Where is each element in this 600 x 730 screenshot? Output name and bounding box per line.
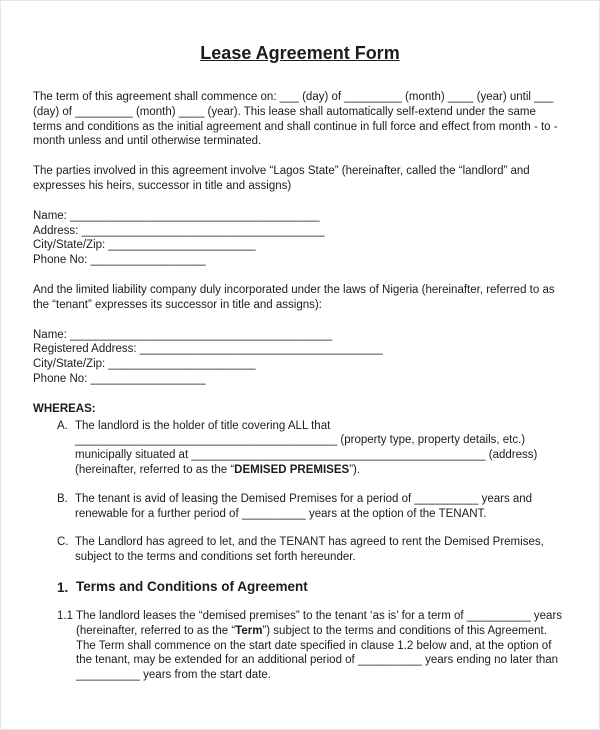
landlord-address-label: Address: xyxy=(33,224,79,237)
landlord-city-blank: _______________________ xyxy=(108,239,256,252)
whereas-item-b-body: The tenant is avid of leasing the Demised Premises for a period of __________ years and renewable for a further period of __________ years at the option of the TENANT. xyxy=(75,492,533,520)
clause-1-1 xyxy=(57,609,567,683)
whereas-list xyxy=(33,419,567,683)
item-a-line-4 xyxy=(75,463,567,478)
tenant-details-block xyxy=(33,328,567,387)
landlord-city-row xyxy=(33,238,567,253)
landlord-city-label: City/State/Zip: xyxy=(33,239,106,252)
tenant-phone-label: Phone No: xyxy=(33,372,88,385)
term-keyword: Term xyxy=(235,624,263,637)
clause-1-1-marker: 1.1 xyxy=(57,609,73,622)
landlord-address-blank: ______________________________________ xyxy=(81,224,325,237)
item-a-line-1: The landlord is the holder of title covering ALL that xyxy=(75,419,331,432)
landlord-address-row xyxy=(33,224,567,239)
tenant-name-blank: _________________________________________ xyxy=(70,328,333,341)
item-a-line-4-pre: (hereinafter, referred to as the “ xyxy=(75,463,235,476)
parties-paragraph: The parties involved in this agreement involve “Lagos State” (hereinafter, called the “landlord” and expresses his heirs, successor in title and assigns) xyxy=(33,165,530,192)
section-1-title: Terms and Conditions of Agreement xyxy=(76,578,308,594)
clause-1-1-text-pre: The landlord leases the “demised premises” to the tenant ‘as is’ for a term of __________ years (hereinafter, referred to as the “ xyxy=(76,609,563,637)
whereas-item-b-marker: B. xyxy=(57,492,68,505)
tenant-city-blank: _______________________ xyxy=(108,358,256,371)
tenant-paragraph: And the limited liability company duly incorporated under the laws of Nigeria (hereinafter, referred to as the “tenant” expresses its successor in title and assigns): xyxy=(33,283,555,311)
item-a-line-3: municipally situated at ______________________________________________ (address) xyxy=(75,449,538,462)
whereas-heading: WHEREAS: xyxy=(33,402,96,415)
tenant-registered-address-row xyxy=(33,342,567,357)
landlord-name-label: Name: xyxy=(33,209,67,222)
tenant-phone-row xyxy=(33,372,567,387)
whereas-item-c xyxy=(57,535,567,565)
tenant-registered-address-label: Registered Address: xyxy=(33,343,137,356)
tenant-registered-address-blank: ______________________________________ xyxy=(139,343,383,356)
landlord-name-blank: _______________________________________ xyxy=(70,209,320,222)
clause-1-1-text-post: ”) subject to the terms and conditions of this Agreement. The Term shall commence on the start date specified in clause 1.2 below and, at the option of the tenant, may be extended for an additional period of __________ years ending no later than __________ years from the start date. xyxy=(76,624,559,682)
term-paragraph: The term of this agreement shall commence on: ___ (day) of _________ (month) ____ (year) until ___ (day) of _________ (month) ____ (year). This lease shall automatically self-extend under the same terms and conditions as the initial agreement and shall continue in full force and effect from month - to - month unless and until otherwise terminated. xyxy=(33,91,558,148)
tenant-name-row xyxy=(33,328,567,343)
landlord-name-row xyxy=(33,209,567,224)
landlord-phone-row xyxy=(33,253,567,268)
tenant-city-row xyxy=(33,357,567,372)
item-a-line-2: _________________________________________ (property type, property details, etc.) xyxy=(75,434,526,447)
landlord-phone-label: Phone No: xyxy=(33,254,88,267)
whereas-item-c-body: The Landlord has agreed to let, and the TENANT has agreed to rent the Demised Premises, subject to the terms and conditions set forth hereunder. xyxy=(75,536,544,564)
clause-1-1-body xyxy=(76,609,567,683)
tenant-city-label: City/State/Zip: xyxy=(33,358,106,371)
tenant-name-label: Name: xyxy=(33,328,67,341)
whereas-item-a-body xyxy=(75,419,567,478)
document-title: Lease Agreement Form xyxy=(200,43,400,63)
landlord-phone-blank: __________________ xyxy=(90,254,206,267)
section-1-number: 1. xyxy=(57,579,69,595)
whereas-item-c-marker: C. xyxy=(57,536,69,549)
whereas-item-a xyxy=(57,419,567,478)
item-a-line-4-post: ”). xyxy=(349,463,361,476)
landlord-details-block xyxy=(33,209,567,268)
section-1-heading xyxy=(57,579,567,596)
whereas-item-b xyxy=(57,492,567,522)
tenant-phone-blank: __________________ xyxy=(90,372,206,385)
demised-premises-term: DEMISED PREMISES xyxy=(234,463,350,476)
whereas-item-a-marker: A. xyxy=(57,419,68,432)
